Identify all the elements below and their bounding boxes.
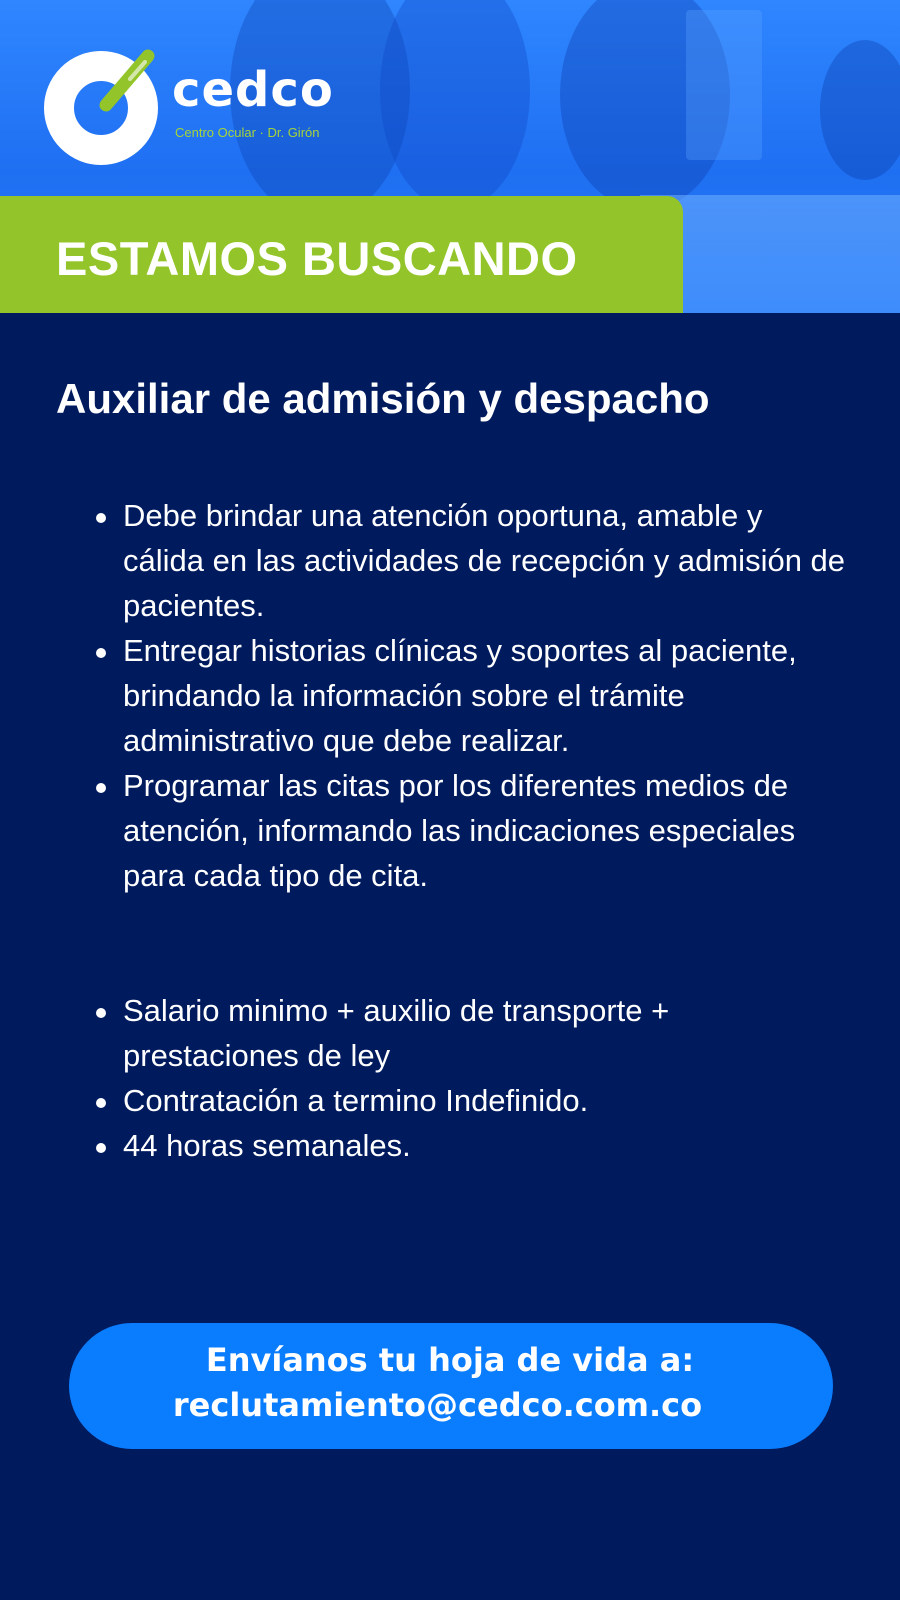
duty-item: Debe brindar una atención oportuna, amable y cálida en las actividades de recepción y admisión de pacientes. bbox=[66, 493, 846, 628]
duty-item: Programar las citas por los diferentes medios de atención, informando las indicaciones especiales para cada tipo de cita. bbox=[66, 763, 846, 898]
duties-list bbox=[66, 493, 846, 898]
photo-person-shape bbox=[820, 40, 900, 180]
job-title: Auxiliar de admisión y despacho bbox=[56, 375, 710, 422]
brand-name: cedco bbox=[172, 62, 334, 118]
benefit-item: 44 horas semanales. bbox=[66, 1123, 846, 1168]
brand-logo bbox=[44, 48, 344, 166]
photo-wall-panel bbox=[686, 10, 762, 160]
recruitment-email-link[interactable]: reclutamiento@cedco.com.co bbox=[172, 1386, 703, 1424]
hiring-banner-text: ESTAMOS BUSCANDO bbox=[56, 232, 578, 285]
photo-person-shape bbox=[380, 0, 530, 210]
send-cv-label: Envíanos tu hoja de vida a: bbox=[205, 1341, 695, 1379]
eye-ring-logo-icon bbox=[44, 48, 162, 166]
brand-subtitle: Centro Ocular · Dr. Girón bbox=[175, 125, 320, 140]
duty-item: Entregar historias clínicas y soportes al paciente, brindando la información sobre el trámite administrativo que debe realizar. bbox=[66, 628, 846, 763]
benefits-list bbox=[66, 988, 846, 1168]
benefit-item: Salario minimo + auxilio de transporte + prestaciones de ley bbox=[66, 988, 846, 1078]
benefit-item: Contratación a termino Indefinido. bbox=[66, 1078, 846, 1123]
